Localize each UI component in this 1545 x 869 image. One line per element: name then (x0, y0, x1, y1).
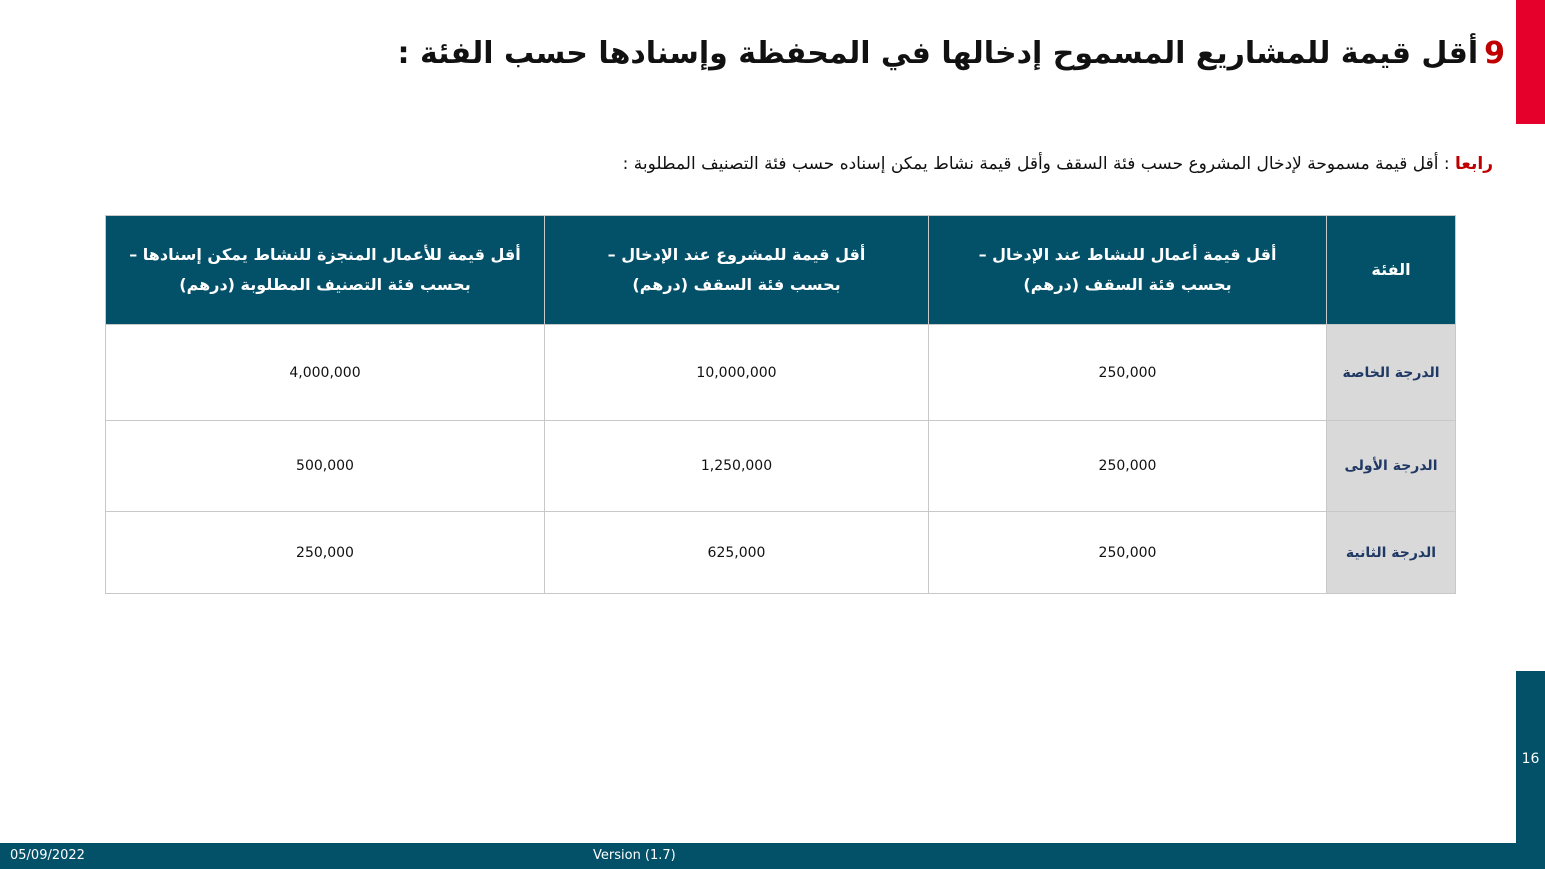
row-category: الدرجة الثانية (1327, 512, 1456, 594)
subtitle-text: : أقل قيمة مسموحة لإدخال المشروع حسب فئة السقف وأقل قيمة نشاط يمكن إسناده حسب فئة التصنيف المطلوبة : (622, 154, 1456, 174)
cell-activity-min: 250,000 (929, 512, 1327, 594)
header-activity-min-line1: أقل قيمة أعمال للنشاط عند الإدخال – (978, 245, 1277, 264)
row-category: الدرجة الأولى (1327, 421, 1456, 512)
subtitle-label: رابعا (1455, 154, 1493, 174)
cell-project-min: 1,250,000 (545, 421, 929, 512)
section-number: 9 (1484, 36, 1505, 71)
table-header-row (106, 216, 1456, 325)
cell-works-min: 250,000 (106, 512, 545, 594)
page-number: 16 (1521, 751, 1540, 767)
table-row (106, 325, 1456, 421)
page-title (398, 36, 1505, 71)
row-category: الدرجة الخاصة (1327, 325, 1456, 421)
cell-activity-min: 250,000 (929, 421, 1327, 512)
cell-works-min: 4,000,000 (106, 325, 545, 421)
header-works-min (106, 216, 545, 325)
cell-works-min: 500,000 (106, 421, 545, 512)
header-project-min-line1: أقل قيمة للمشروع عند الإدخال – (607, 245, 866, 264)
header-activity-min-line2: بحسب فئة السقف (درهم) (1023, 275, 1232, 294)
header-project-min (545, 216, 929, 325)
footer-version: Version (1.7) (593, 848, 676, 863)
red-accent-bar (1516, 0, 1545, 124)
header-activity-min (929, 216, 1327, 325)
cell-project-min: 625,000 (545, 512, 929, 594)
values-table (105, 215, 1456, 594)
cell-project-min: 10,000,000 (545, 325, 929, 421)
footer-date: 05/09/2022 (10, 848, 85, 863)
table-row (106, 421, 1456, 512)
header-works-min-line2: بحسب فئة التصنيف المطلوبة (درهم) (179, 275, 471, 294)
cell-activity-min: 250,000 (929, 325, 1327, 421)
side-page-tab (1516, 671, 1545, 869)
title-text: أقل قيمة للمشاريع المسموح إدخالها في المحفظة وإسنادها حسب الفئة : (397, 36, 1479, 71)
header-project-min-line2: بحسب فئة السقف (درهم) (632, 275, 841, 294)
footer-bar (0, 843, 1516, 869)
header-works-min-line1: أقل قيمة للأعمال المنجزة للنشاط يمكن إسنادها – (129, 245, 521, 264)
table-row (106, 512, 1456, 594)
header-category: الفئة (1327, 216, 1456, 325)
subtitle (623, 154, 1493, 174)
